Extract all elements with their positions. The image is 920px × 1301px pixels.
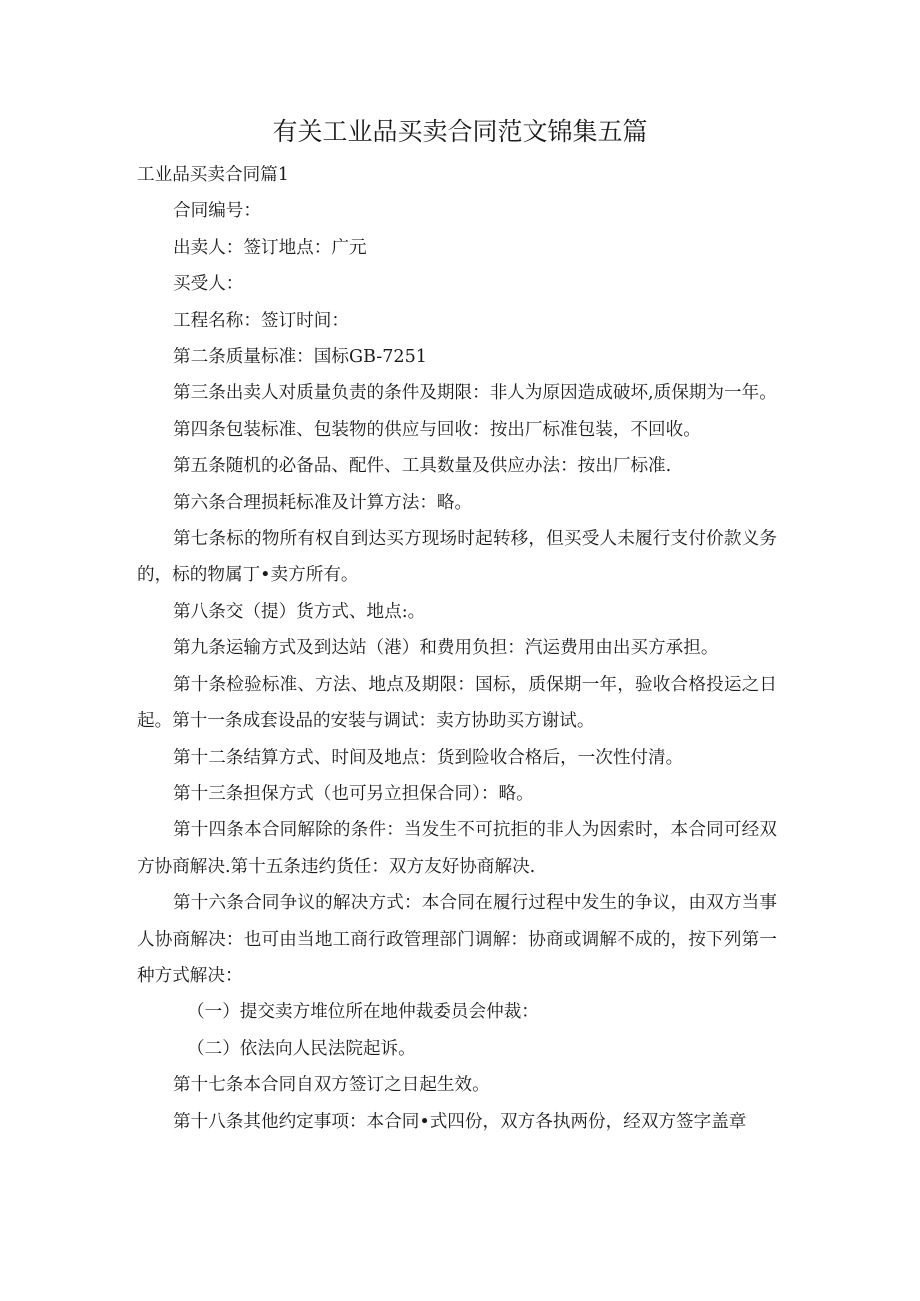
paragraph-article-5: 第五条随机的必备品、配件、工具数量及供应办法：按出厂标准. <box>173 456 672 477</box>
paragraph-article-7: 第七条标的物所有权自到达买方现场时起转移，但买受人未履行支付价款义务的，标的物属丁•卖方所有。 <box>137 529 777 586</box>
paragraph-article-8: 第八条交（提）货方式、地点:。 <box>173 601 426 622</box>
paragraph-article-17: 第十七条本合同自双方签订之日起生效。 <box>173 1075 490 1096</box>
paragraph-article-13: 第十三条担保方式（也可另立担保合同）：略。 <box>173 783 534 804</box>
document-body <box>137 157 777 1140</box>
paragraph-article-18: 第十八条其他约定事项：本合同•式四份，双方各执两份，经双方签字盖章 <box>173 1111 747 1132</box>
paragraph-option-2: （二）依法向人民法院起诉。 <box>187 1038 416 1059</box>
paragraph-article-6: 第六条合理损耗标准及计算方法：略。 <box>173 492 473 513</box>
paragraph-article-4: 第四条包装标准、包装物的供应与回收：按出厂标准包装，不回收。 <box>173 419 701 440</box>
paragraph-contract-number: 合同编号： <box>173 201 261 222</box>
paragraph-project-name: 工程名称：签订时间： <box>173 310 349 331</box>
paragraph-article-9: 第九条运输方式及到达站（港）和费用负担：汽运费用由出买方承担。 <box>173 638 719 659</box>
paragraph-article-10-11: 第十条检验标准、方法、地点及期限：国标，质保期一年，验收合格投运之日起。第十一条成套设品的安装与调试：卖方协助买方谢试。 <box>137 674 777 732</box>
paragraph-buyer: 买受人： <box>173 274 244 295</box>
document-title: 有关工业品买卖合同范文锦集五篇 <box>272 117 648 146</box>
paragraph-article-3: 第三条出卖人对质量负责的条件及期限：非人为原因造成破坏,质保期为一年。 <box>173 383 777 404</box>
paragraph-article-2: 第二条质量标准：国标GB-7251 <box>173 347 427 368</box>
paragraph-article-16: 第十六条合同争议的解决方式：本合同在履行过程中发生的争议，由双方当事人协商解决：也可由当地工商行政管理部门调解：协商或调解不成的，按下列第一种方式解决： <box>137 893 777 986</box>
paragraph-article-12: 第十二条结算方式、时间及地点：货到险收合格后，一次性付清。 <box>173 747 684 768</box>
paragraph-article-14-15: 第十四条本合同解除的条件：当发生不可抗拒的非人为因索时，本合同可经双方协商解决.第十五条违约货任：双方友好协商解决. <box>137 820 777 877</box>
section-heading: 工业品买卖合同篇1 <box>137 165 289 185</box>
paragraph-seller: 出卖人：签订地点：广元 <box>173 237 367 258</box>
paragraph-option-1: （一）提交卖方堆位所在地仲裁委员会仲裁： <box>187 1002 539 1023</box>
